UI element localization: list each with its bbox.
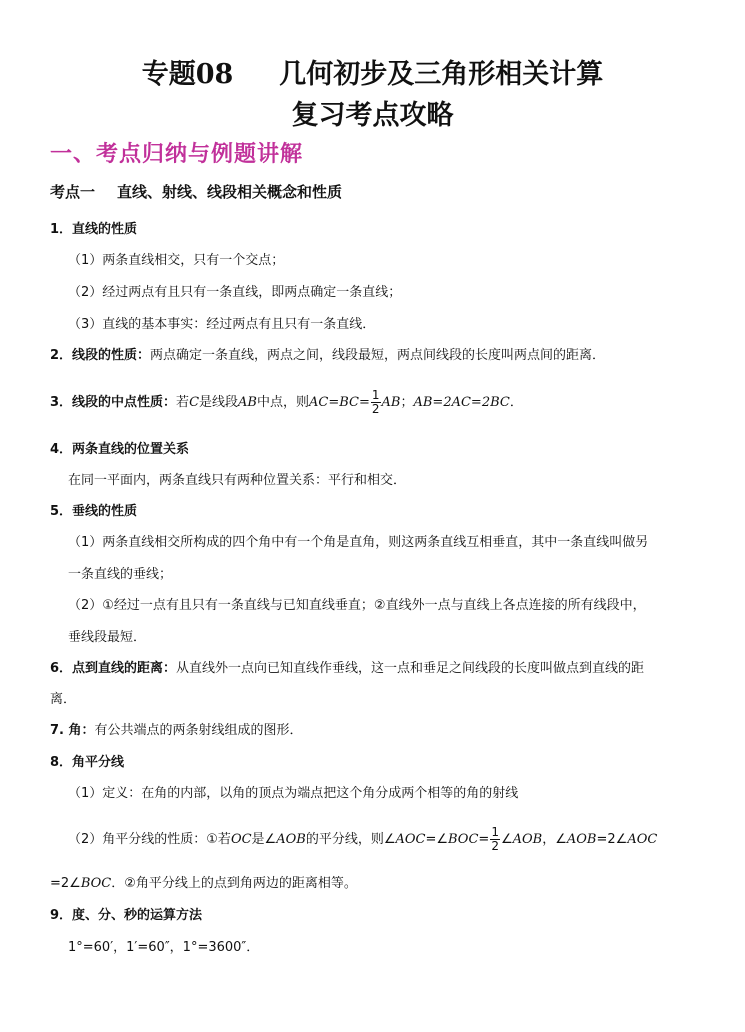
fraction-numerator: 1 bbox=[371, 388, 380, 402]
item-8-text: ．②角平分线上的点到角两边的距离相等。 bbox=[111, 876, 357, 891]
doc-title-line1 bbox=[0, 52, 745, 91]
title-topic-name: 几何初步及三角形相关计算 bbox=[279, 59, 604, 90]
kaodian-heading bbox=[50, 181, 342, 202]
fraction-one-half bbox=[371, 389, 381, 416]
item-8-text: 的平分线，则∠ bbox=[305, 832, 396, 847]
item-8-text: ，∠ bbox=[542, 832, 567, 847]
item-5-b-line2: 垂线段最短． bbox=[68, 630, 147, 645]
item-3-var-ab: AB bbox=[238, 395, 257, 410]
item-8-text: 是∠ bbox=[251, 832, 277, 847]
item-8-var: AOB bbox=[276, 832, 306, 847]
item-8-var: AOC bbox=[627, 832, 658, 847]
item-3-var-ab: AB bbox=[381, 395, 401, 410]
item-8-var: AOB bbox=[566, 832, 597, 847]
kaodian-label: 考点一 bbox=[50, 183, 96, 201]
item-7-heading: 7. 角： bbox=[50, 723, 95, 738]
item-6-body-line2: 离． bbox=[50, 692, 77, 707]
fraction-numerator: 1 bbox=[491, 825, 499, 839]
item-3-equation: AC=BC= bbox=[309, 395, 370, 410]
item-3-text: ． bbox=[509, 395, 523, 410]
item-8-var: BOC bbox=[80, 876, 112, 891]
item-2-heading: 2．线段的性质： bbox=[50, 348, 151, 363]
title-topic-number: 专题08 bbox=[141, 59, 234, 90]
item-7-body: 有公共端点的两条射线组成的图形． bbox=[94, 723, 303, 738]
item-8-heading: 8．角平分线 bbox=[50, 755, 125, 770]
item-6-heading: 6．点到直线的距离： bbox=[50, 661, 177, 676]
item-6-body: 从直线外一点向已知直线作垂线，这一点和垂足之间线段的长度叫做点到直线的距 bbox=[176, 661, 645, 676]
item-8-var: AOC bbox=[395, 832, 426, 847]
item-4-heading: 4．两条直线的位置关系 bbox=[50, 442, 190, 457]
item-3-var-c: C bbox=[189, 395, 200, 410]
item-8-b bbox=[68, 826, 657, 853]
item-8-text: ∠ bbox=[500, 832, 513, 847]
item-1-c: （3）直线的基本事实：经过两点有且只有一条直线． bbox=[68, 317, 376, 332]
fraction-denominator: 2 bbox=[491, 839, 499, 853]
item-9-heading: 9．度、分、秒的运算方法 bbox=[50, 908, 203, 923]
item-3-text: ； bbox=[400, 395, 414, 410]
item-8-var: BOC bbox=[448, 832, 479, 847]
item-8-text: = bbox=[478, 832, 490, 847]
item-8-var: AOB bbox=[512, 832, 543, 847]
item-3-heading: 3．线段的中点性质： bbox=[50, 395, 177, 410]
section-heading: 一、考点归纳与例题讲解 bbox=[50, 142, 304, 167]
item-8-var: OC bbox=[230, 832, 252, 847]
item-5-a-line1: （1）两条直线相交所构成的四个角中有一个角是直角，则这两条直线互相垂直，其中一条直线叫做另 bbox=[68, 535, 649, 550]
item-8-a: （1）定义：在角的内部，以角的顶点为端点把这个角分成两个相等的角的射线 bbox=[68, 786, 519, 801]
item-6 bbox=[50, 659, 644, 679]
item-5-a-line2: 一条直线的垂线； bbox=[68, 567, 173, 582]
fraction-denominator: 2 bbox=[371, 402, 380, 416]
item-2-body: 两点确定一条直线，两点之间，线段最短，两点间线段的长度叫两点间的距离． bbox=[150, 348, 606, 363]
kaodian-title: 直线、射线、线段相关概念和性质 bbox=[117, 183, 343, 201]
item-8-text: =∠ bbox=[425, 832, 449, 847]
item-5-b-line1: （2）①经过一点有且只有一条直线与已知直线垂直；②直线外一点与直线上各点连接的所有线段中， bbox=[68, 598, 646, 613]
item-1-b: （2）经过两点有且只有一条直线，即两点确定一条直线； bbox=[68, 285, 402, 300]
item-8-text: （2）角平分线的性质：①若 bbox=[68, 832, 231, 847]
item-3 bbox=[50, 389, 523, 416]
item-2 bbox=[50, 346, 605, 366]
fraction-one-half bbox=[490, 826, 500, 853]
item-5-heading: 5．垂线的性质 bbox=[50, 504, 138, 519]
doc-title-line2: 复习考点攻略 bbox=[291, 100, 454, 131]
item-8-text: =2∠ bbox=[50, 876, 81, 891]
item-3-text: 若 bbox=[176, 395, 190, 410]
item-9-body: 1°=60′，1′=60″，1°=3600″． bbox=[68, 940, 260, 955]
item-8-c bbox=[50, 874, 357, 894]
item-1-a: （1）两条直线相交，只有一个交点； bbox=[68, 253, 285, 268]
item-8-text: =2∠ bbox=[596, 832, 628, 847]
item-4-body: 在同一平面内，两条直线只有两种位置关系：平行和相交． bbox=[68, 473, 407, 488]
item-3-equation: AB=2AC=2BC bbox=[413, 395, 510, 410]
item-1-heading: 1．直线的性质 bbox=[50, 222, 138, 237]
item-3-text: 是线段 bbox=[199, 395, 239, 410]
item-3-text: 中点，则 bbox=[256, 395, 309, 410]
item-7 bbox=[50, 721, 303, 741]
